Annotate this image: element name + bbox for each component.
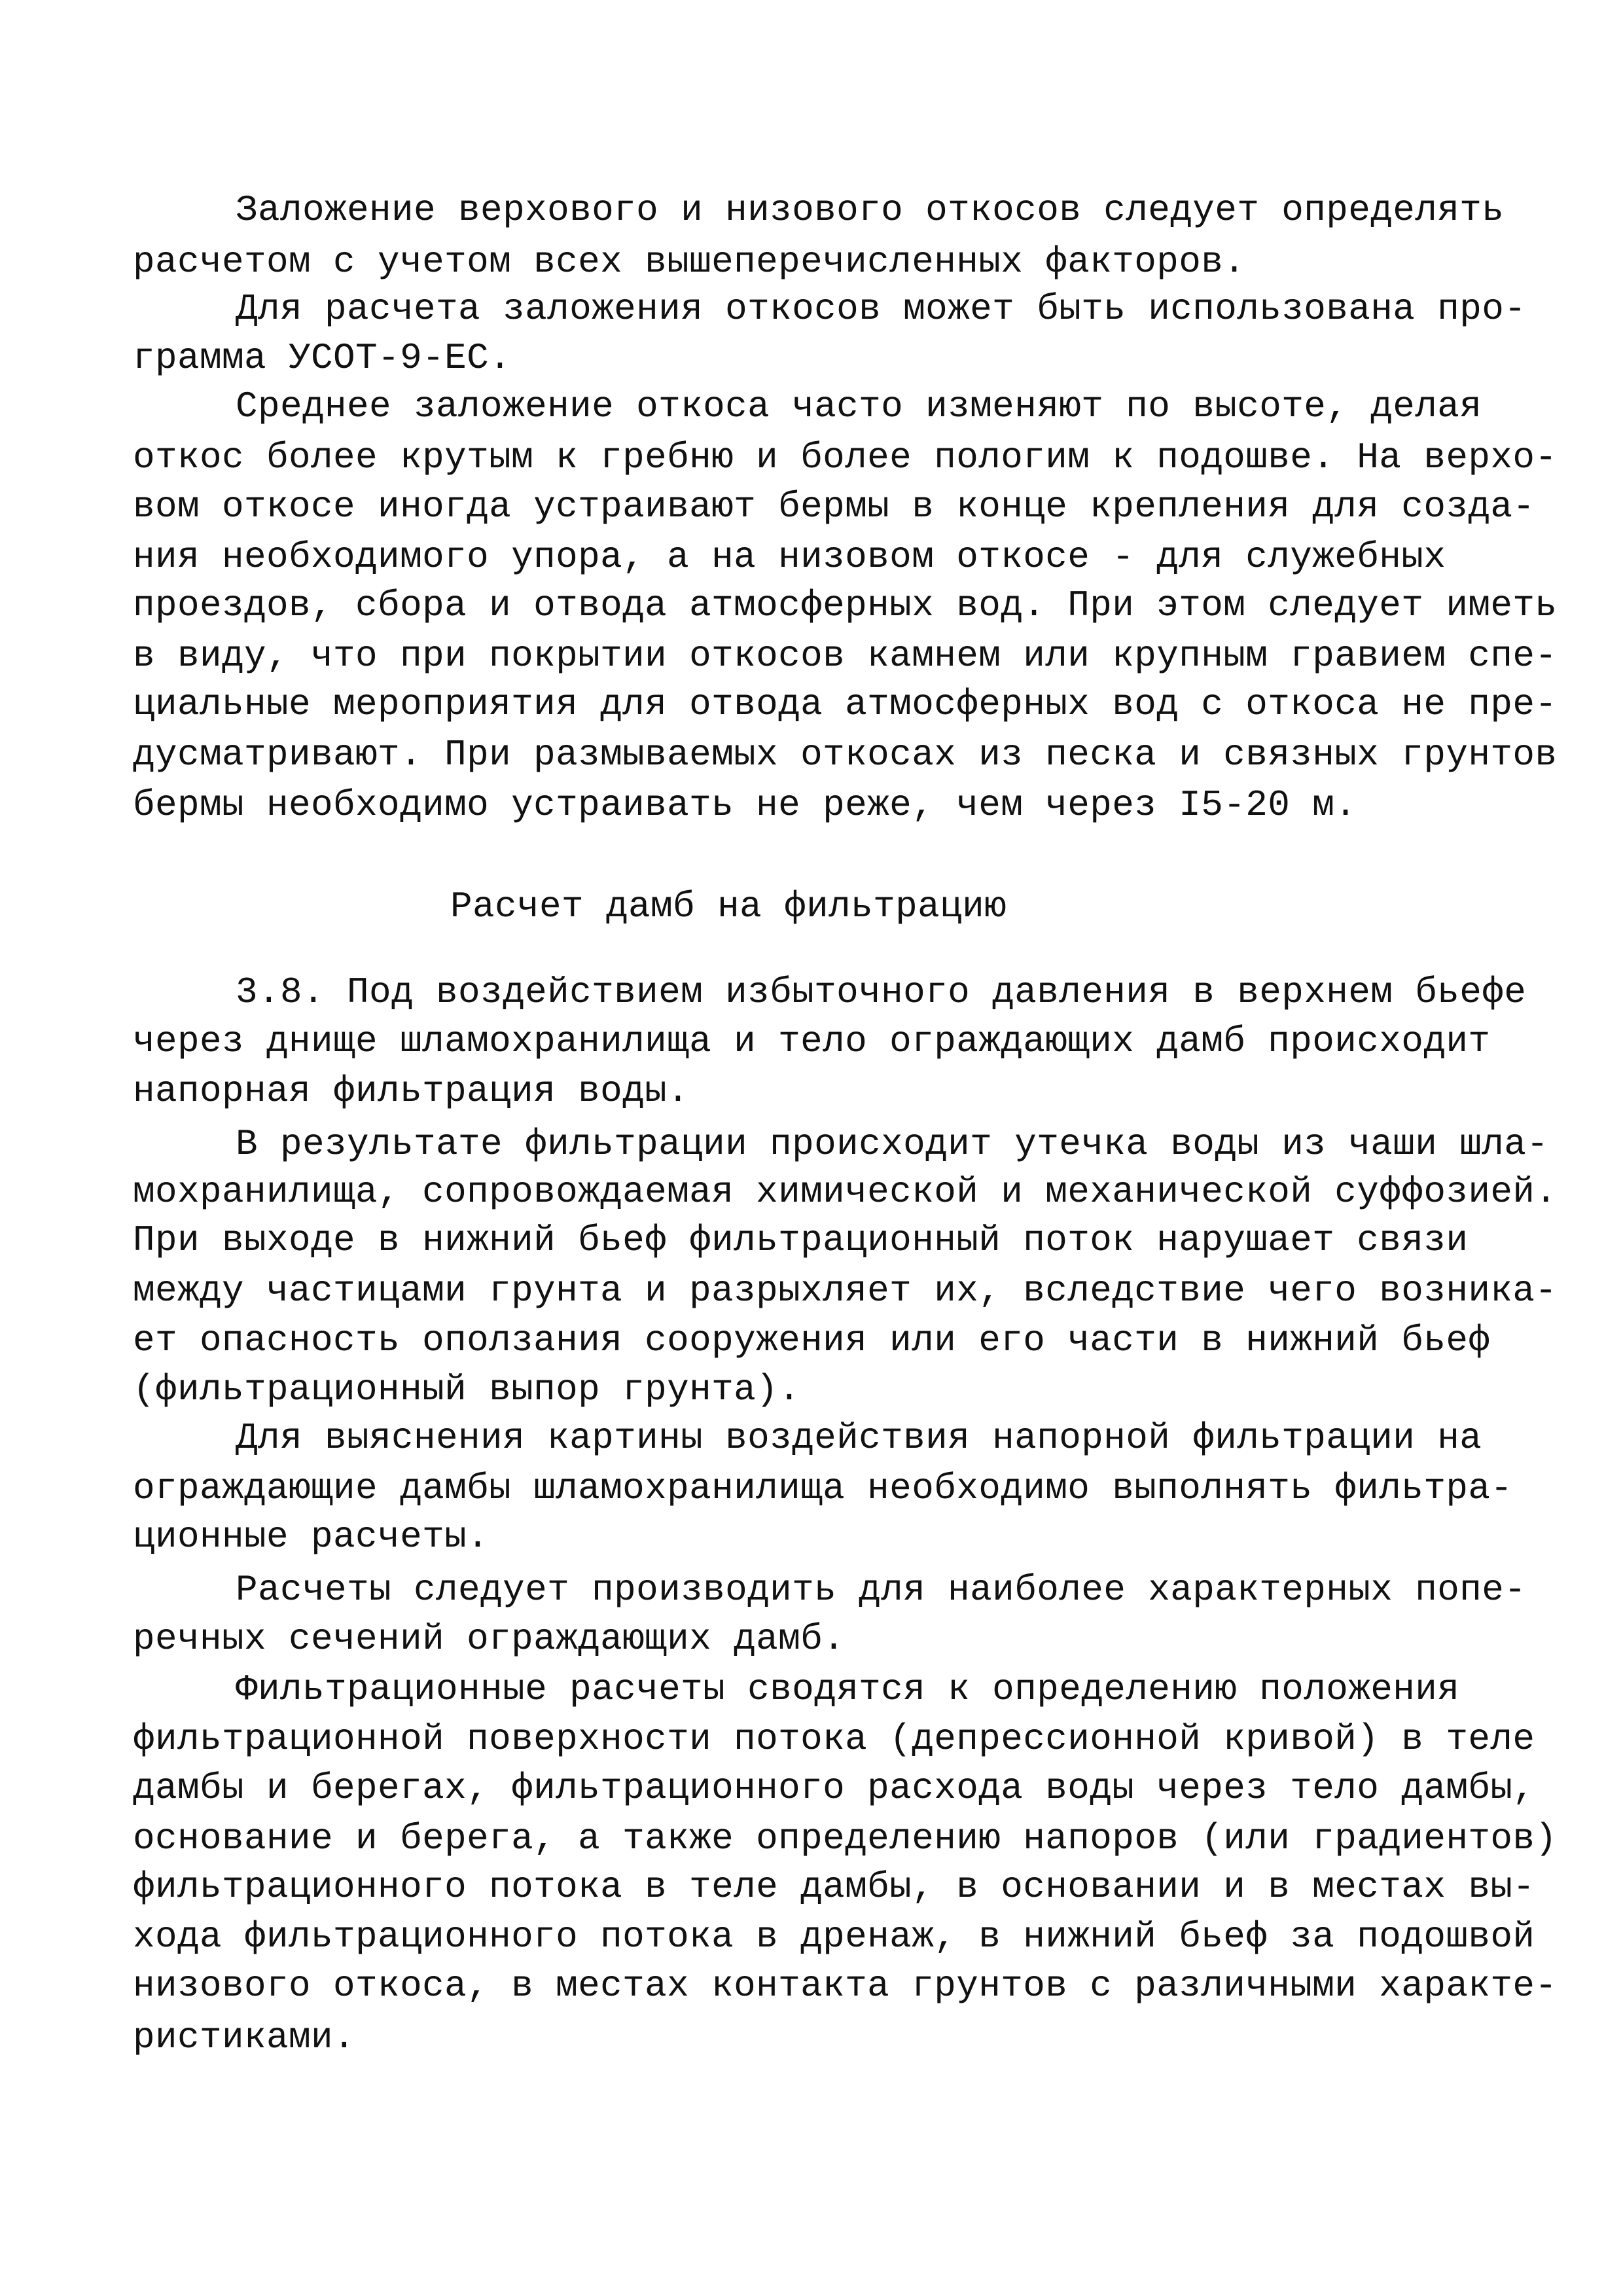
- text-line: Для расчета заложения откосов может быть использована про-: [236, 288, 1527, 330]
- text-line: через днище шламохранилища и тело ограждающих дамб происходит: [133, 1020, 1491, 1062]
- text-line: Среднее заложение откоса часто изменяют по высоте, делая: [236, 386, 1482, 427]
- text-line: грамма УСОТ-9-ЕС.: [133, 337, 512, 379]
- text-line: 3.8. Под воздействием избыточного давления в верхнем бьефе: [236, 971, 1527, 1013]
- text-line: проездов, сбора и отвода атмосферных вод. При этом следует иметь: [133, 584, 1558, 626]
- text-line: мохранилища, сопровождаемая химической и механической суффозией.: [133, 1171, 1558, 1213]
- text-line: Заложение верхового и низового откосов следует определять: [236, 189, 1505, 231]
- text-line: В результате фильтрации происходит утечка воды из чаши шла-: [236, 1123, 1549, 1165]
- text-line: основание и берега, а также определению напоров (или градиентов): [133, 1818, 1558, 1859]
- heading-text: Расчет дамб на фильтрацию: [450, 886, 1007, 927]
- text-line: в виду, что при покрытии откосов камнем или крупным гравием спе-: [133, 635, 1558, 677]
- text-line: Фильтрационные расчеты сводятся к определению положения: [236, 1668, 1460, 1710]
- text-line: напорная фильтрация воды.: [133, 1070, 690, 1112]
- text-line: речных сечений ограждающих дамб.: [133, 1618, 846, 1660]
- text-line: ограждающие дамбы шламохранилища необходимо выполнять фильтра-: [133, 1467, 1513, 1509]
- text-line: (фильтрационный выпор грунта).: [133, 1369, 801, 1410]
- text-line: Для выяснения картины воздействия напорной фильтрации на: [236, 1417, 1482, 1459]
- text-line: При выходе в нижний бьеф фильтрационный поток нарушает связи: [133, 1219, 1469, 1261]
- text-line: вом откосе иногда устраивают бермы в конце крепления для созда-: [133, 486, 1535, 528]
- text-line: ния необходимого упора, а на низовом откосе - для служебных: [133, 536, 1446, 578]
- text-line: между частицами грунта и разрыхляет их, вследствие чего возника-: [133, 1270, 1558, 1312]
- text-line: ет опасность оползания сооружения или его части в нижний бьеф: [133, 1319, 1491, 1361]
- text-line: хода фильтрационного потока в дренаж, в нижний бьеф за подошвой: [133, 1916, 1535, 1958]
- text-line: Расчеты следует производить для наиболее характерных попе-: [236, 1569, 1527, 1611]
- text-line: циальные мероприятия для отвода атмосферных вод с откоса не пре-: [133, 683, 1558, 725]
- text-line: дамбы и берегах, фильтрационного расхода воды через тело дамбы,: [133, 1767, 1535, 1809]
- text-line: ционные расчеты.: [133, 1516, 490, 1558]
- text-line: ристиками.: [133, 2017, 356, 2058]
- text-line: фильтрационной поверхности потока (депрессионной кривой) в теле: [133, 1718, 1535, 1760]
- text-line: дусматривают. При размываемых откосах из песка и связных грунтов: [133, 734, 1558, 776]
- text-line: низового откоса, в местах контакта грунтов с различными характе-: [133, 1965, 1558, 2007]
- text-line: расчетом с учетом всех вышеперечисленных факторов.: [133, 241, 1246, 283]
- text-line: бермы необходимо устраивать не реже, чем через I5-20 м.: [133, 784, 1357, 826]
- text-line: откос более крутым к гребню и более пологим к подошве. На верхо-: [133, 437, 1558, 478]
- text-line: фильтрационного потока в теле дамбы, в основании и в местах вы-: [133, 1866, 1535, 1908]
